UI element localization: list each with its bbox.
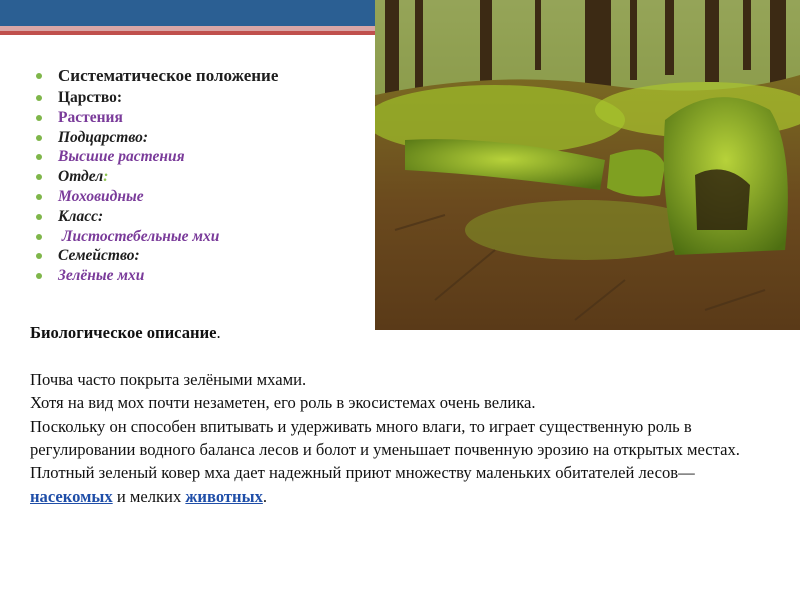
description-line-2: Хотя на вид мох почти незаметен, его роль в экосистемах очень велика. — [30, 393, 536, 413]
bullet-icon — [36, 273, 42, 279]
kingdom-value: Растения — [36, 108, 366, 128]
bullet-icon — [36, 174, 42, 180]
subkingdom-label: Подцарство: — [36, 128, 366, 148]
subkingdom-value: Высшие растения — [36, 147, 366, 167]
blank-line — [30, 344, 770, 367]
header-stripe-red — [0, 31, 375, 35]
animals-link[interactable]: животных — [185, 486, 263, 506]
taxonomy-title: Систематическое положение — [36, 66, 366, 85]
bullet-icon — [36, 253, 42, 259]
division-value: Моховидные — [36, 187, 366, 207]
kingdom-label: Царство: — [36, 88, 366, 108]
bullet-icon — [36, 95, 42, 101]
forest-illustration — [375, 0, 800, 330]
taxonomy-list — [36, 66, 366, 286]
bullet-icon — [36, 73, 42, 79]
bullet-icon — [36, 214, 42, 220]
bullet-icon — [36, 154, 42, 160]
bullet-icon — [36, 135, 42, 141]
description-line-1: Почва часто покрыта зелёными мхами. — [30, 369, 307, 389]
biological-description — [30, 321, 770, 508]
header-band — [0, 0, 375, 26]
class-label: Класс: — [36, 207, 366, 227]
description-line-3: Поскольку он способен впитывать и удерживать много влаги, то играет существенную роль в регулировании водного баланса лесов и болот и уменьшает почвенную эрозию на открытых местах. — [30, 416, 740, 460]
class-value: Листостебельные мхи — [36, 227, 366, 247]
moss-forest-photo — [375, 0, 800, 330]
bullet-icon — [36, 115, 42, 121]
bullet-icon — [36, 234, 42, 240]
description-line-4: Плотный зеленый ковер мха дает надежный приют множеству маленьких обитателей лесов— насекомых и мелких животных. — [30, 463, 695, 506]
description-heading: Биологическое описание. — [30, 323, 221, 342]
insects-link[interactable]: насекомых — [30, 486, 113, 506]
family-value: Зелёные мхи — [36, 266, 366, 286]
division-label: Отдел: — [36, 167, 366, 187]
family-label: Семейство: — [36, 246, 366, 266]
bullet-icon — [36, 194, 42, 200]
